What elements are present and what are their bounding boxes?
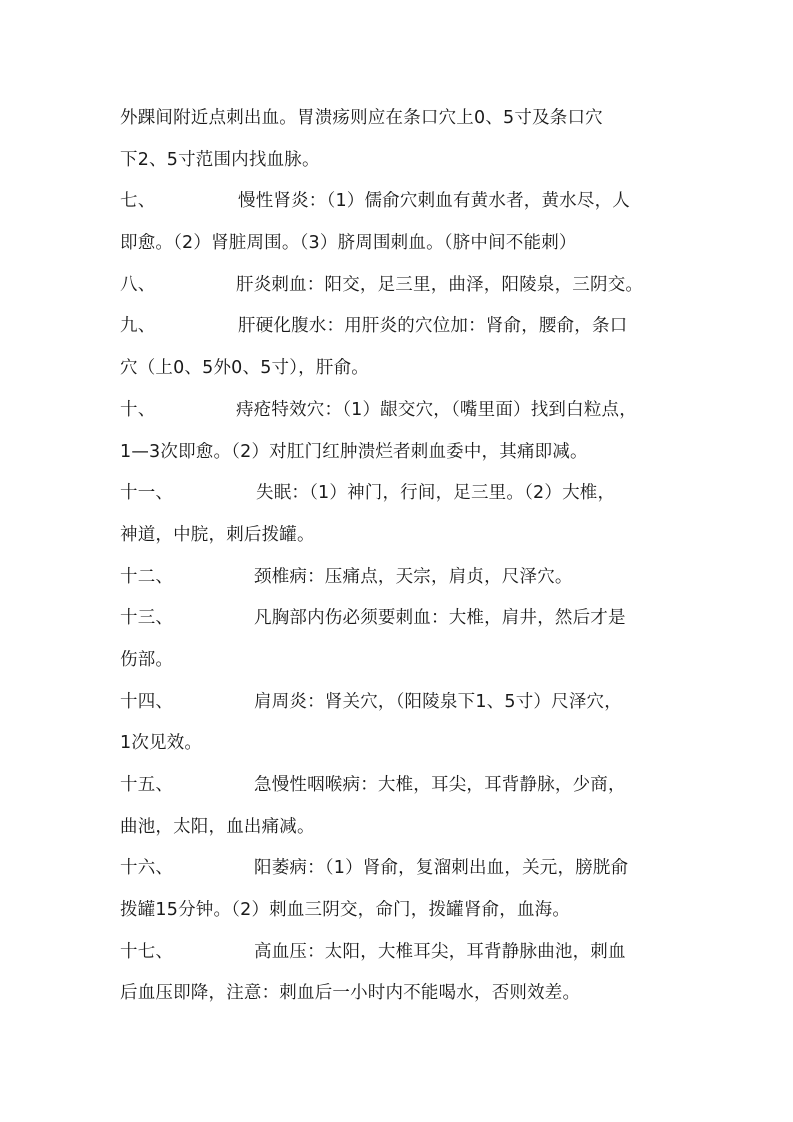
list-item-14 (120, 682, 676, 724)
text-line: 后血压即降，注意：刺血后一小时内不能喝水，否则效差。 (120, 983, 581, 1004)
item-number: 十、 (120, 399, 156, 420)
text-line: 神道，中脘，刺后拨罐。 (120, 524, 315, 545)
list-item-9 (120, 306, 676, 348)
item-number: 十一、 (120, 483, 174, 504)
item-text: 痔疮特效穴：（1）龈交穴，（嘴里面）找到白粒点， (236, 399, 637, 420)
item-number: 八、 (120, 274, 156, 295)
text-line: 穴（上0、5外0、5寸），肝俞。 (120, 358, 369, 379)
list-item-11 (120, 473, 676, 515)
list-item-12 (120, 557, 676, 599)
item-number: 十二、 (120, 566, 174, 587)
item-text: 肝炎刺血：阳交，足三里，曲泽，阳陵泉，三阴交。 (236, 274, 644, 295)
list-item-13 (120, 598, 676, 640)
list-item-7 (120, 181, 676, 223)
text-line: 下2、5寸范围内找血脉。 (120, 149, 320, 170)
item-text: 凡胸部内伤必须要刺血：大椎，肩井，然后才是 (254, 608, 626, 629)
list-item-8 (120, 265, 676, 307)
text-line: 1次见效。 (120, 733, 203, 754)
text-line: 外踝间附近点刺出血。胃溃疡则应在条口穴上0、5寸及条口穴 (120, 108, 603, 128)
item-number: 九、 (120, 316, 156, 337)
list-item-16 (120, 848, 676, 890)
item-text: 颈椎病：压痛点，天宗，肩贞，尺泽穴。 (254, 566, 573, 587)
document-page (120, 98, 676, 1015)
item-text: 失眠：（1）神门，行间，足三里。（2）大椎， (256, 483, 616, 504)
item-text: 肝硬化腹水：用肝炎的穴位加：肾俞，腰俞，条口 (238, 316, 628, 337)
item-text: 肩周炎：肾关穴，（阳陵泉下1、5寸）尺泽穴， (254, 691, 622, 712)
list-item-15 (120, 765, 676, 807)
item-number: 十三、 (120, 608, 174, 629)
item-number: 七、 (120, 191, 156, 212)
list-item-17 (120, 932, 676, 974)
item-text: 阳萎病：（1）肾俞，复溜刺出血，关元，膀胱俞 (254, 858, 629, 879)
text-line: 曲池，太阳，血出痛减。 (120, 816, 315, 837)
item-text: 慢性肾炎：（1）儒俞穴刺血有黄水者，黄水尽，人 (238, 191, 630, 212)
item-number: 十六、 (120, 858, 174, 879)
item-text: 急慢性咽喉病：大椎，耳尖，耳背静脉，少商， (254, 775, 626, 795)
list-item-10 (120, 390, 676, 432)
text-line: 即愈。（2）肾脏周围。（3）脐周围刺血。（脐中间不能刺） (120, 233, 577, 254)
item-number: 十五、 (120, 775, 174, 795)
text-line: 拨罐15分钟。（2）刺血三阴交，命门，拨罐肾俞，血海。 (120, 900, 571, 921)
text-line: 1—3次即愈。（2）对肛门红肿溃烂者刺血委中，其痛即减。 (120, 441, 588, 462)
item-text: 高血压：太阳，大椎耳尖，耳背静脉曲池，刺血 (254, 941, 626, 962)
item-number: 十七、 (120, 941, 174, 962)
text-line: 伤部。 (120, 649, 174, 670)
item-number: 十四、 (120, 691, 174, 712)
